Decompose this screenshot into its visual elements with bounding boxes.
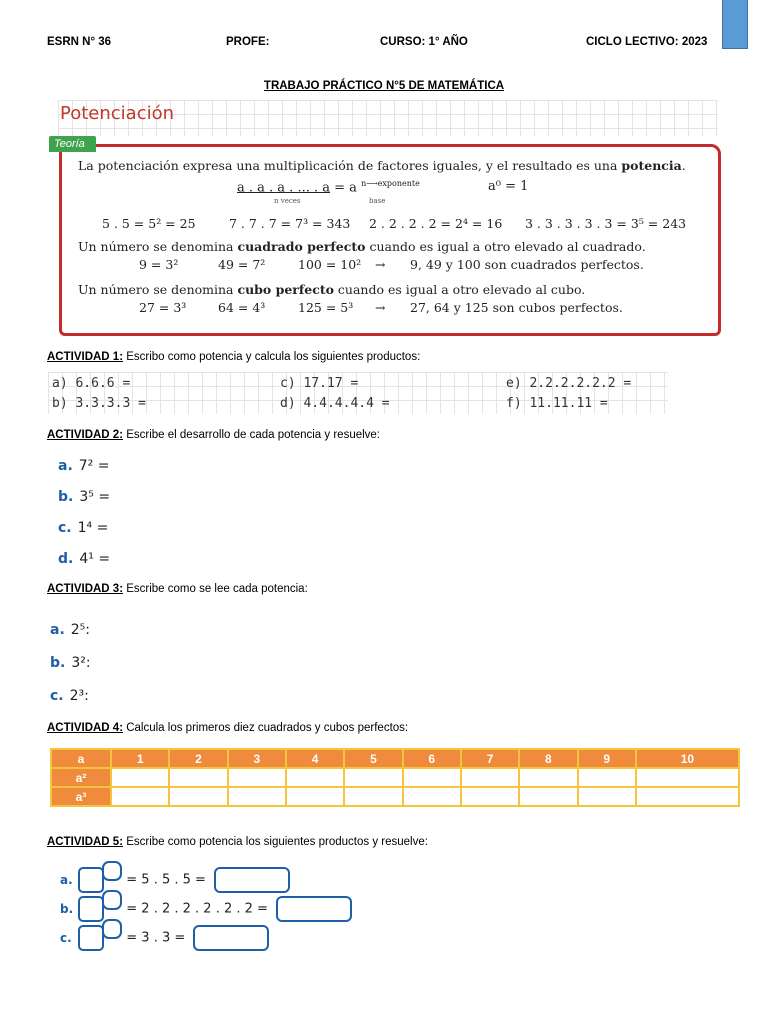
- table-header-cell: 4: [286, 749, 344, 768]
- activity-2-instruction: ACTIVIDAD 2: Escribe el desarrollo de cada potencia y resuelve:: [47, 429, 381, 441]
- squares-cubes-table: [50, 748, 740, 807]
- table-row: [51, 787, 739, 806]
- item-a: a. 7² =: [58, 458, 110, 474]
- answer-cell[interactable]: [461, 768, 519, 787]
- table-header-cell: a: [51, 749, 111, 768]
- item-b: b. 3²:: [50, 655, 91, 671]
- course-label: CURSO: 1° AÑO: [380, 36, 468, 48]
- item-c: c. 1⁴ =: [58, 520, 109, 536]
- square-conclusion: 9, 49 y 100 son cuadrados perfectos.: [410, 257, 644, 272]
- formula: a . a . a . ... . a = a $^{n⟶exponente}$: [237, 179, 420, 196]
- arrow-glyph: →: [375, 257, 386, 272]
- example: 7 . 7 . 7 = 7³ = 343: [229, 216, 351, 231]
- table-header-cell: 3: [228, 749, 286, 768]
- item-b: b) 3.3.3.3 =: [52, 396, 146, 411]
- row-header-squares: a²: [51, 768, 111, 787]
- item-d: d. 4¹ =: [58, 551, 111, 567]
- square-example: 100 = 10²: [298, 257, 362, 272]
- square-example: 9 = 3²: [139, 257, 179, 272]
- table-row: [51, 768, 739, 787]
- activity-1-instruction: ACTIVIDAD 1: Escribo como potencia y calcula los siguientes productos:: [47, 351, 421, 363]
- activity-1-grid: [48, 372, 668, 414]
- arrow-glyph: →: [375, 300, 386, 315]
- cube-example: 125 = 5³: [298, 300, 354, 315]
- answer-cell[interactable]: [286, 768, 344, 787]
- answer-cell[interactable]: [228, 787, 286, 806]
- item-f: f) 11.11.11 =: [506, 396, 608, 411]
- table-header-cell: 7: [461, 749, 519, 768]
- table-header-row: [51, 749, 739, 768]
- item-d: d) 4.4.4.4.4 =: [280, 396, 390, 411]
- example: 3 . 3 . 3 . 3 . 3 = 3⁵ = 243: [525, 216, 687, 231]
- theory-heading: Potenciación: [60, 103, 175, 124]
- answer-cell[interactable]: [344, 768, 402, 787]
- answer-cell[interactable]: [461, 787, 519, 806]
- teacher-label: PROFE:: [226, 36, 270, 48]
- item-a: a) 6.6.6 =: [52, 376, 131, 391]
- item-c: c) 17.17 =: [280, 376, 359, 391]
- base-box[interactable]: [78, 867, 104, 893]
- n-veces-label: n veces: [274, 197, 301, 205]
- table-header-cell: 5: [344, 749, 402, 768]
- item-e: e) 2.2.2.2.2.2 =: [506, 376, 632, 391]
- result-box[interactable]: [214, 867, 290, 893]
- theory-tab: Teoría: [49, 136, 96, 152]
- answer-cell[interactable]: [636, 768, 739, 787]
- exponent-box[interactable]: [102, 890, 122, 910]
- table-header-cell: 10: [636, 749, 739, 768]
- zero-exponent-rule: a⁰ = 1: [488, 179, 529, 194]
- school-label: ESRN N° 36: [47, 36, 112, 48]
- result-box[interactable]: [276, 896, 352, 922]
- answer-cell[interactable]: [111, 768, 169, 787]
- base-box[interactable]: [78, 896, 104, 922]
- answer-cell[interactable]: [286, 787, 344, 806]
- answer-cell[interactable]: [403, 787, 461, 806]
- answer-cell[interactable]: [111, 787, 169, 806]
- cube-conclusion: 27, 64 y 125 son cubos perfectos.: [410, 300, 623, 315]
- item-c: c. 2³:: [50, 688, 89, 704]
- answer-cell[interactable]: [169, 768, 227, 787]
- cube-example: 27 = 3³: [139, 300, 187, 315]
- item-c: c. = 3 . 3 =: [60, 925, 269, 951]
- exponent-box[interactable]: [102, 861, 122, 881]
- result-box[interactable]: [193, 925, 269, 951]
- item-b: b. = 2 . 2 . 2 . 2 . 2 . 2 =: [60, 896, 352, 922]
- example: 2 . 2 . 2 . 2 = 2⁴ = 16: [369, 216, 503, 231]
- table-header-cell: 2: [169, 749, 227, 768]
- square-definition: Un número se denomina cuadrado perfecto cuando es igual a otro elevado al cuadrado.: [78, 239, 646, 254]
- answer-cell[interactable]: [344, 787, 402, 806]
- answer-cell[interactable]: [636, 787, 739, 806]
- answer-cell[interactable]: [578, 768, 636, 787]
- table-header-cell: 6: [403, 749, 461, 768]
- page-title: TRABAJO PRÁCTICO N°5 DE MATEMÁTICA: [263, 80, 505, 92]
- cube-definition: Un número se denomina cubo perfecto cuando es igual a otro elevado al cubo.: [78, 282, 586, 297]
- cube-example: 64 = 4³: [218, 300, 266, 315]
- activity-5-instruction: ACTIVIDAD 5: Escribe como potencia los siguientes productos y resuelve:: [47, 836, 428, 848]
- answer-cell[interactable]: [519, 787, 577, 806]
- table-header-cell: 9: [578, 749, 636, 768]
- theory-definition: La potenciación expresa una multiplicación de factores iguales, y el resultado es una potencia.: [78, 158, 686, 173]
- item-b: b. 3⁵ =: [58, 489, 111, 505]
- table-header-cell: 1: [111, 749, 169, 768]
- exponent-box[interactable]: [102, 919, 122, 939]
- answer-cell[interactable]: [169, 787, 227, 806]
- row-header-cubes: a³: [51, 787, 111, 806]
- item-a: a. = 5 . 5 . 5 =: [60, 867, 290, 893]
- answer-cell[interactable]: [578, 787, 636, 806]
- activity-4-instruction: ACTIVIDAD 4: Calcula los primeros diez cuadrados y cubos perfectos:: [47, 722, 409, 734]
- answer-cell[interactable]: [403, 768, 461, 787]
- answer-cell[interactable]: [228, 768, 286, 787]
- bookmark-tab: [722, 0, 748, 49]
- example: 5 . 5 = 5² = 25: [102, 216, 196, 231]
- square-example: 49 = 7²: [218, 257, 266, 272]
- base-label: base: [369, 197, 386, 205]
- activity-3-instruction: ACTIVIDAD 3: Escribe como se lee cada potencia:: [47, 583, 308, 595]
- table-header-cell: 8: [519, 749, 577, 768]
- year-label: CICLO LECTIVO: 2023: [586, 36, 708, 48]
- base-box[interactable]: [78, 925, 104, 951]
- answer-cell[interactable]: [519, 768, 577, 787]
- item-a: a. 2⁵:: [50, 622, 91, 638]
- theory-box: [59, 144, 721, 336]
